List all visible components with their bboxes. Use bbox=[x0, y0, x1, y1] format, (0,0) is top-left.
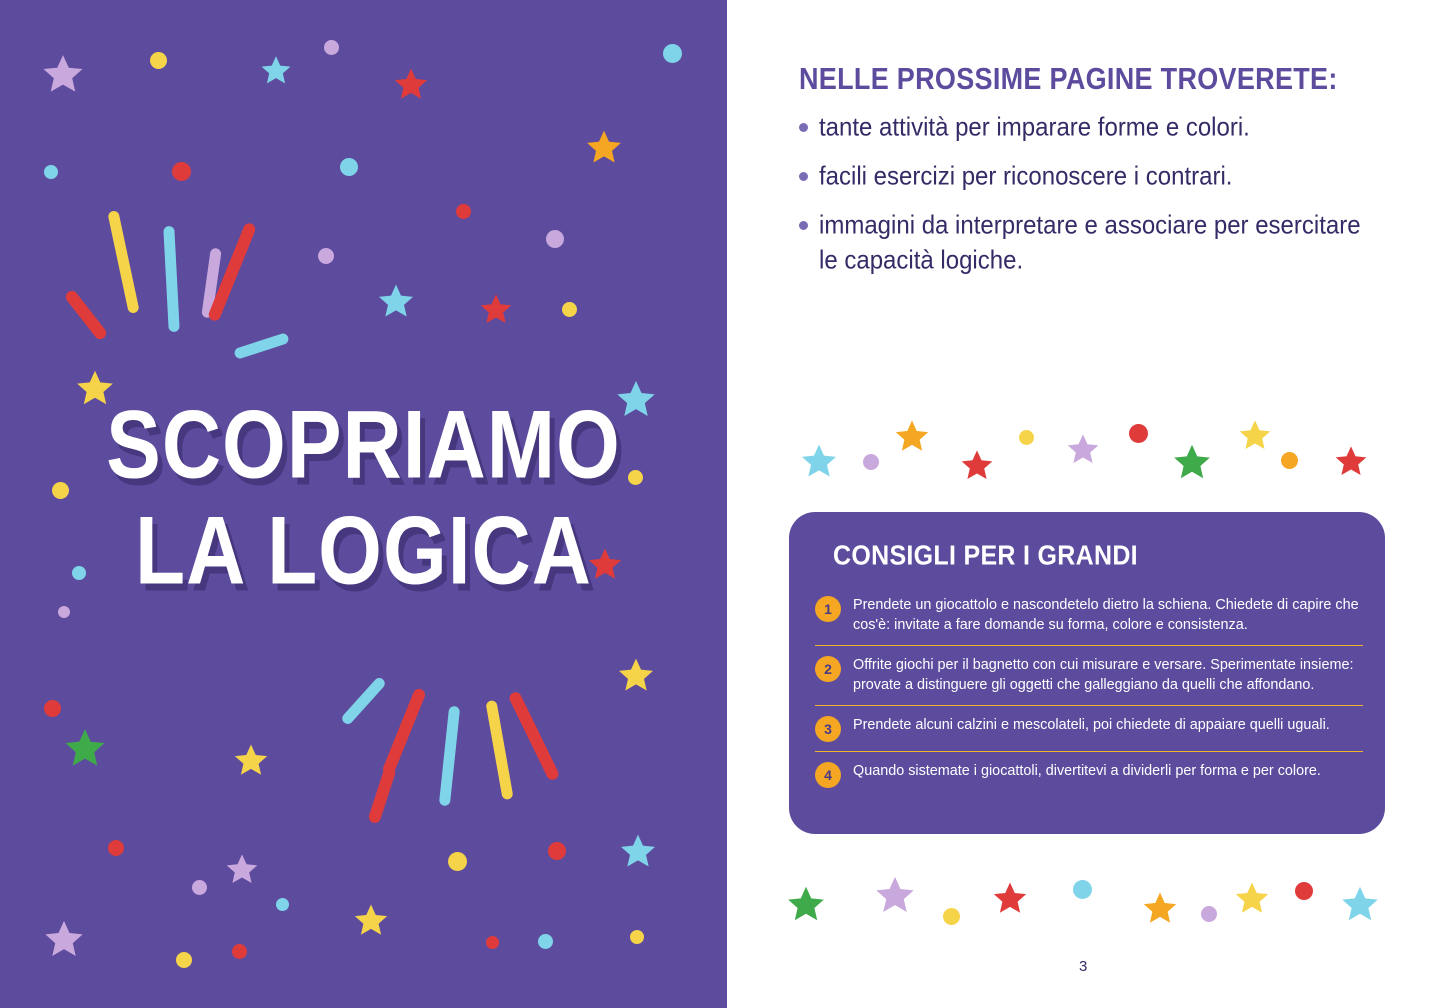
confetti-dot bbox=[318, 248, 334, 264]
tip-number-badge: 2 bbox=[815, 656, 841, 682]
confetti-star bbox=[1333, 444, 1369, 480]
bullet-dot-icon bbox=[799, 172, 808, 181]
list-item bbox=[799, 208, 1369, 274]
confetti-star bbox=[799, 442, 839, 482]
confetti-star bbox=[959, 448, 995, 484]
tip-number-badge: 3 bbox=[815, 716, 841, 742]
confetti-star bbox=[1233, 880, 1271, 918]
tip-text: Prendete un giocattolo e nascondetelo dietro la schiena. Chiedete di capire che cos'è: invitate a fare domande su forma, colore e consistenza. bbox=[853, 597, 1359, 634]
bullet-text: immagini da interpretare e associare per esercitare le capacità logiche. bbox=[819, 211, 1361, 276]
list-item bbox=[815, 646, 1363, 706]
confetti-star bbox=[616, 656, 656, 696]
confetti-star bbox=[1237, 418, 1273, 454]
bullet-text: facili esercizi per riconoscere i contrari. bbox=[819, 162, 1233, 191]
confetti-dot bbox=[1129, 424, 1148, 443]
confetti-star bbox=[785, 884, 827, 926]
confetti-dot bbox=[448, 852, 467, 871]
tips-card bbox=[789, 512, 1385, 834]
confetti-star bbox=[478, 292, 514, 328]
confetti-stick bbox=[439, 706, 460, 807]
confetti-dot bbox=[232, 944, 247, 959]
confetti-star bbox=[1141, 890, 1179, 928]
decor-row-top bbox=[727, 408, 1445, 478]
confetti-dot bbox=[44, 165, 58, 179]
confetti-dot bbox=[1201, 906, 1217, 922]
confetti-star bbox=[376, 282, 416, 322]
confetti-dot bbox=[546, 230, 564, 248]
bullet-dot-icon bbox=[799, 221, 808, 230]
confetti-dot bbox=[58, 606, 70, 618]
confetti-dot bbox=[324, 40, 339, 55]
confetti-star bbox=[991, 880, 1029, 918]
right-page bbox=[727, 0, 1445, 1008]
confetti-dot bbox=[192, 880, 207, 895]
tip-number-badge: 1 bbox=[815, 596, 841, 622]
confetti-dot bbox=[1019, 430, 1034, 445]
list-item bbox=[799, 110, 1369, 143]
title-line-1: SCOPRIAMO bbox=[106, 391, 621, 499]
page-title bbox=[0, 391, 727, 605]
list-item bbox=[815, 752, 1363, 797]
list-item bbox=[799, 159, 1369, 192]
confetti-dot bbox=[943, 908, 960, 925]
list-item bbox=[815, 706, 1363, 752]
intro-bullet-list bbox=[799, 110, 1369, 290]
confetti-star bbox=[1065, 432, 1101, 468]
confetti-star bbox=[392, 66, 430, 104]
tips-list bbox=[815, 586, 1363, 797]
confetti-star bbox=[62, 726, 108, 772]
confetti-dot bbox=[276, 898, 289, 911]
bullet-dot-icon bbox=[799, 123, 808, 132]
confetti-stick bbox=[63, 288, 108, 341]
tip-text: Offrite giochi per il bagnetto con cui misurare e versare. Sperimentate insieme: provate a distinguere gli oggetti che galleggiano da quelli che affondano. bbox=[853, 656, 1354, 694]
page-number: 3 bbox=[1079, 958, 1088, 975]
confetti-star bbox=[1339, 884, 1381, 926]
title-line-2: LA LOGICA bbox=[135, 496, 592, 605]
confetti-stick bbox=[508, 690, 561, 782]
confetti-dot bbox=[863, 454, 879, 470]
confetti-dot bbox=[1281, 452, 1298, 469]
confetti-dot bbox=[150, 52, 167, 69]
list-item bbox=[815, 586, 1363, 646]
tip-text: Prendete alcuni calzini e mescolateli, poi chiedete di appaiare quelli uguali. bbox=[853, 716, 1330, 733]
confetti-star bbox=[584, 128, 624, 168]
confetti-star bbox=[224, 852, 260, 888]
confetti-stick bbox=[367, 766, 396, 825]
confetti-stick bbox=[233, 332, 290, 360]
confetti-dot bbox=[663, 44, 682, 63]
confetti-dot bbox=[562, 302, 577, 317]
confetti-star bbox=[232, 742, 270, 780]
confetti-dot bbox=[630, 930, 644, 944]
confetti-star bbox=[42, 918, 86, 962]
decor-row-bottom bbox=[727, 862, 1445, 932]
confetti-star bbox=[259, 54, 293, 88]
confetti-star bbox=[1171, 442, 1213, 484]
confetti-stick bbox=[163, 226, 180, 332]
confetti-dot bbox=[340, 158, 358, 176]
confetti-dot bbox=[172, 162, 191, 181]
confetti-dot bbox=[44, 700, 61, 717]
confetti-stick bbox=[107, 210, 139, 314]
confetti-star bbox=[873, 874, 917, 918]
confetti-dot bbox=[108, 840, 124, 856]
bullet-text: tante attività per imparare forme e colori. bbox=[819, 113, 1250, 142]
confetti-star bbox=[40, 52, 86, 98]
confetti-dot bbox=[1295, 882, 1313, 900]
confetti-dot bbox=[538, 934, 553, 949]
confetti-stick bbox=[340, 676, 387, 726]
confetti-dot bbox=[548, 842, 566, 860]
tips-title: CONSIGLI PER I GRANDI bbox=[833, 540, 1138, 572]
confetti-star bbox=[352, 902, 390, 940]
confetti-dot bbox=[1073, 880, 1092, 899]
confetti-star bbox=[618, 832, 658, 872]
confetti-star bbox=[893, 418, 931, 456]
confetti-stick bbox=[381, 687, 427, 777]
tip-text: Quando sistemate i giocattoli, divertitevi a dividerli per forma e per colore. bbox=[853, 762, 1321, 779]
confetti-dot bbox=[176, 952, 192, 968]
confetti-dot bbox=[456, 204, 471, 219]
confetti-dot bbox=[486, 936, 499, 949]
confetti-stick bbox=[485, 700, 513, 800]
intro-heading: NELLE PROSSIME PAGINE TROVERETE: bbox=[799, 62, 1338, 96]
tip-number-badge: 4 bbox=[815, 762, 841, 788]
